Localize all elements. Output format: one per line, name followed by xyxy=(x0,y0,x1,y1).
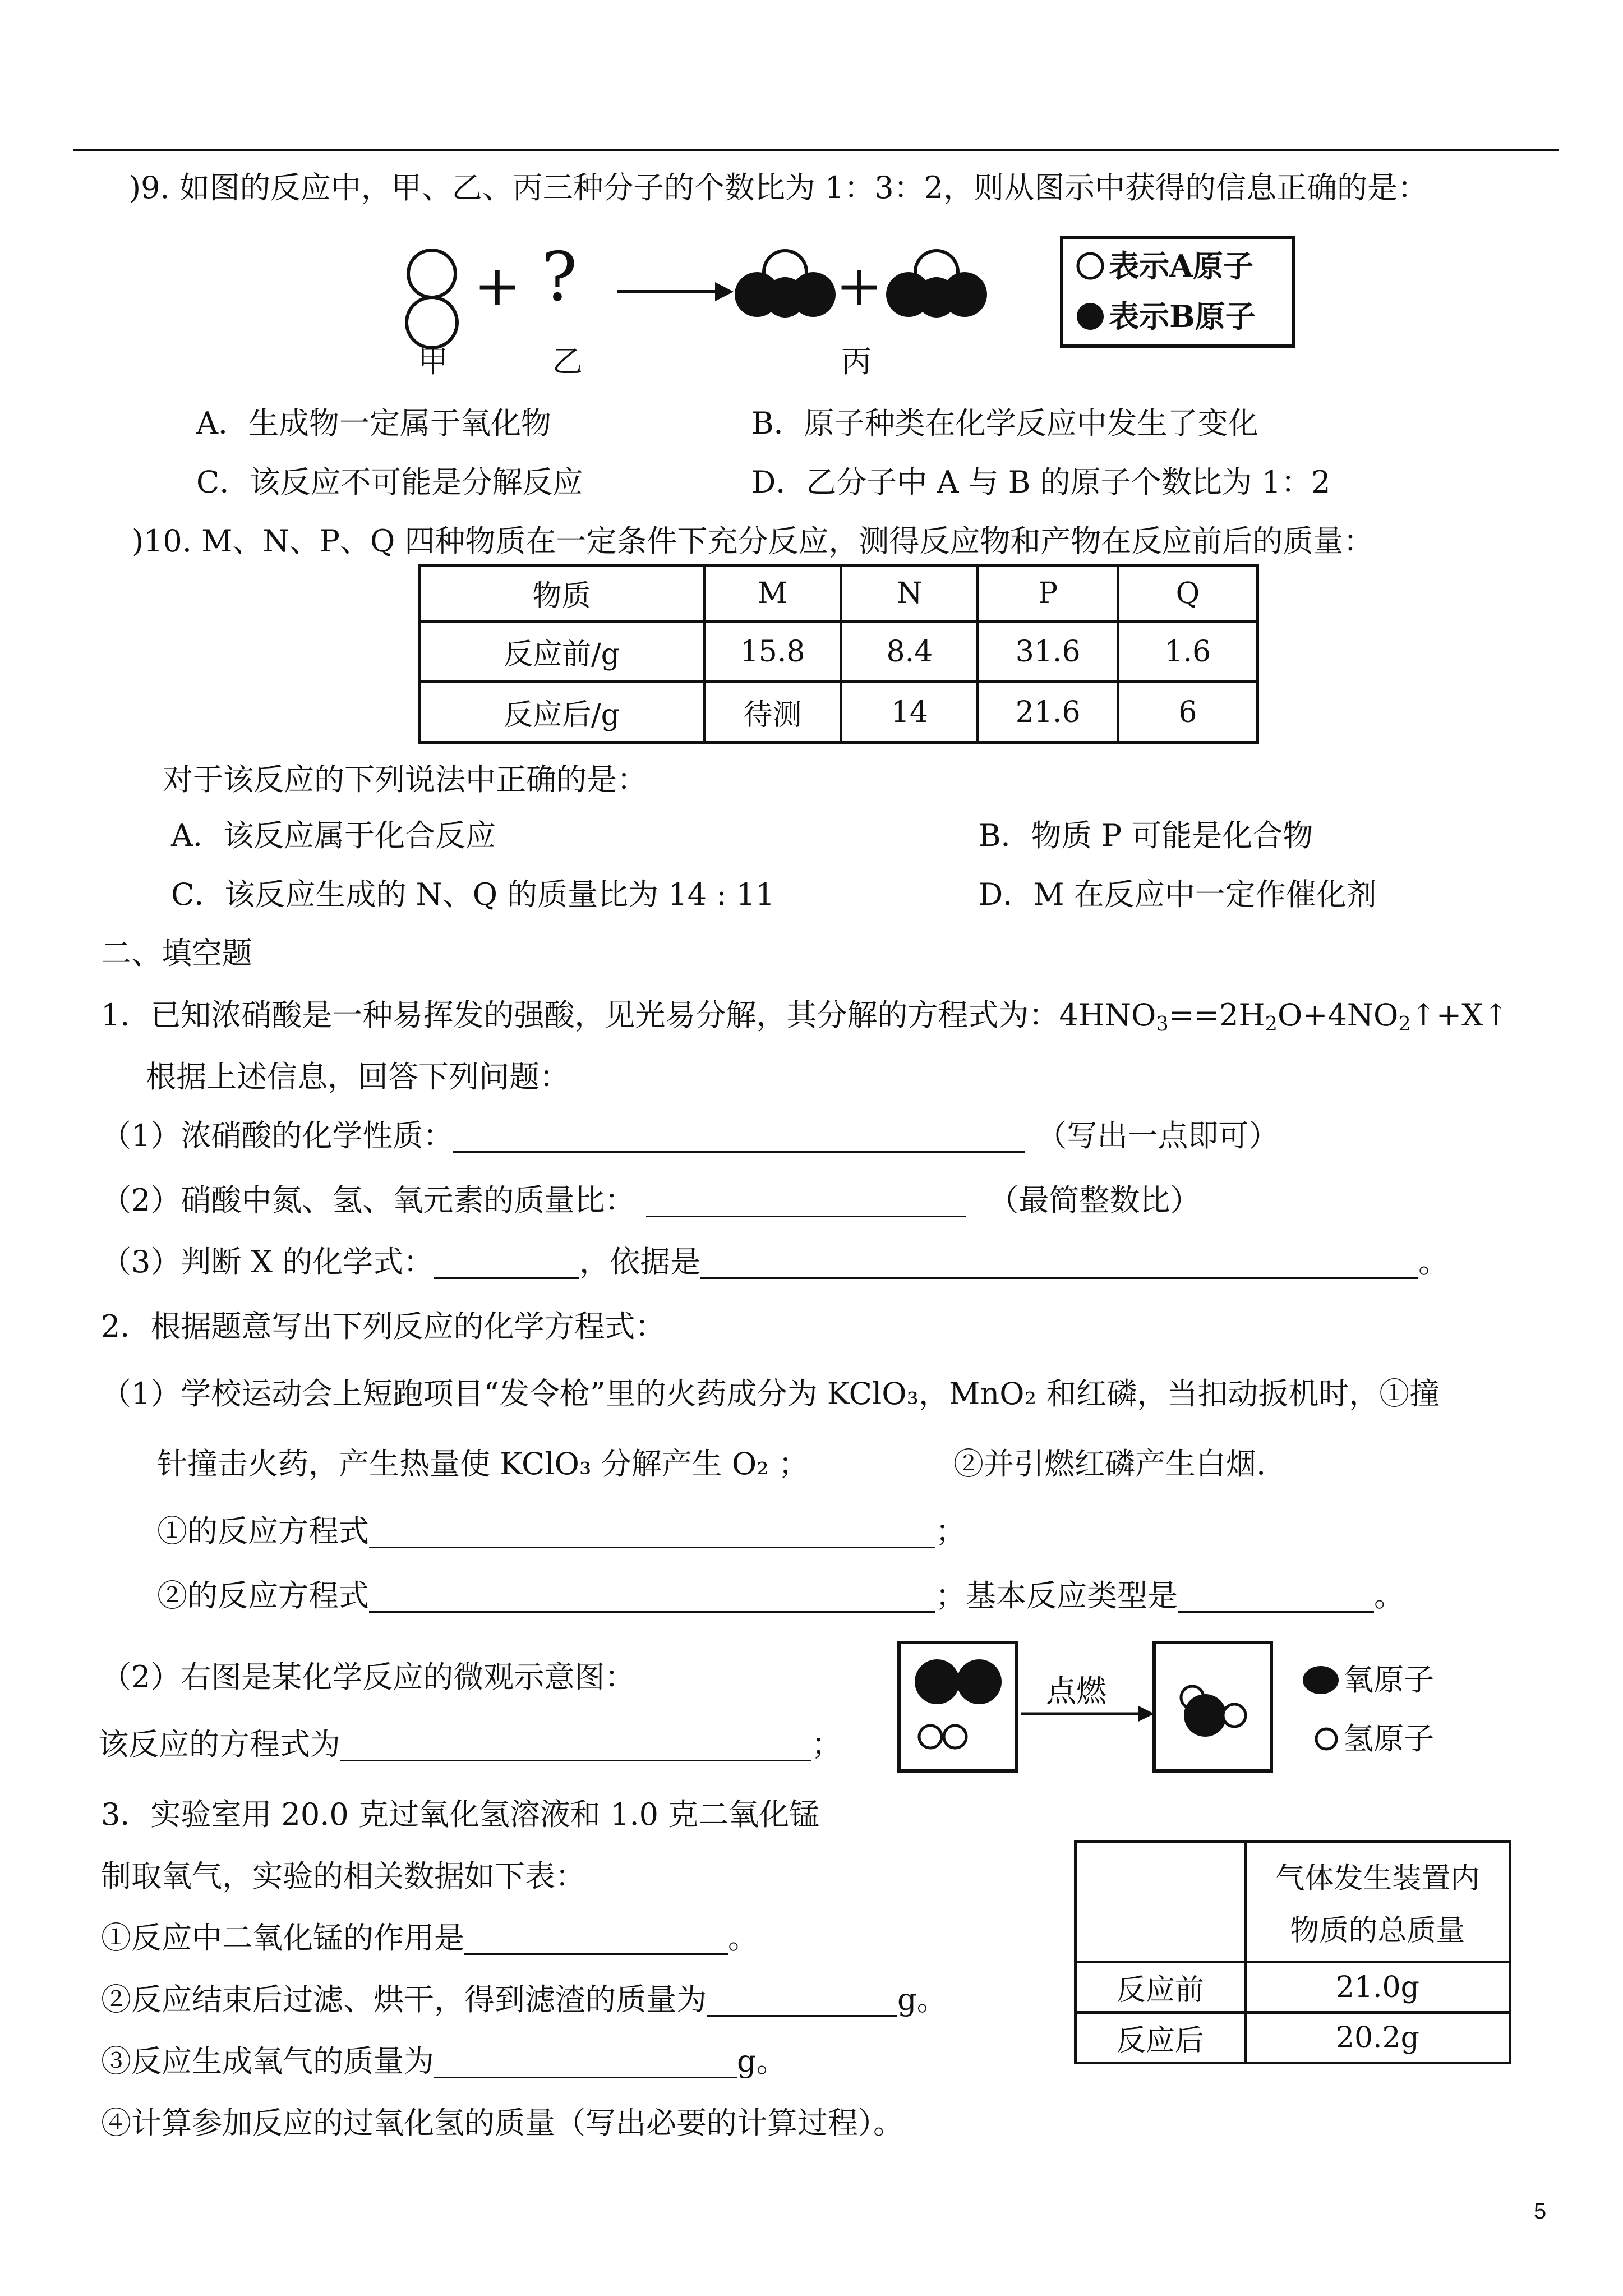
fq1-sub: 3 xyxy=(1156,1012,1169,1036)
fq1-part2-hint: （最简整数比） xyxy=(988,1182,1201,1218)
q9-legend-box xyxy=(1060,236,1295,348)
q10-table xyxy=(418,564,1259,744)
q9-plus-2: + xyxy=(836,253,883,319)
table-header-cell: Q xyxy=(1118,565,1257,622)
oxygen-molecule-icon xyxy=(912,1657,1007,1707)
legend-b-row xyxy=(1075,300,1256,333)
fq1-part3-label: （3）判断 X 的化学式： xyxy=(101,1244,434,1280)
fq3-q4: ④计算参加反应的过氧化氢的质量（写出必要的计算过程）。 xyxy=(101,2105,903,2141)
q9-option-b: B．原子种类在化学反应中发生了变化 xyxy=(751,406,1258,441)
q9-molecule-bing-2 xyxy=(883,247,990,320)
fq3-q1 xyxy=(101,1921,758,1955)
table-header-cell xyxy=(1245,1842,1510,1962)
q9-option-c: C．该反应不可能是分解反应 xyxy=(196,464,583,500)
table-cell: 反应后/g xyxy=(419,682,704,743)
q9-label-yi: 乙 xyxy=(552,344,583,379)
fq1-part3-end: 。 xyxy=(1418,1244,1449,1280)
fq1-text: O+4NO xyxy=(1277,997,1399,1033)
fq1-part1-label: （1）浓硝酸的化学性质： xyxy=(101,1118,454,1153)
fq1-text: ↑+X↑ xyxy=(1410,997,1509,1033)
oxygen-legend xyxy=(1301,1663,1434,1697)
fq3-q1-label: ①反应中二氧化锰的作用是 xyxy=(101,1920,464,1955)
answer-blank[interactable] xyxy=(369,1580,935,1613)
fq3-q2-label: ②反应结束后过滤、烘干，得到滤渣的质量为 xyxy=(101,1982,707,2017)
table-header-cell: N xyxy=(841,565,978,622)
table-row xyxy=(1076,1962,1510,2013)
table-cell: 反应前 xyxy=(1076,1962,1246,2013)
table-header-cell: P xyxy=(978,565,1118,622)
arrow-icon xyxy=(617,278,735,306)
fq1-sub: 2 xyxy=(1265,1012,1278,1036)
q9-option-a: A．生成物一定属于氧化物 xyxy=(196,406,551,441)
filled-circle-icon xyxy=(1075,301,1106,332)
table-cell: 反应前/g xyxy=(419,622,704,682)
reactant-box xyxy=(897,1641,1018,1773)
table-header-cell: M xyxy=(704,565,841,622)
fq2-eq1-label: ①的反应方程式 xyxy=(157,1513,369,1549)
table-cell: 反应后 xyxy=(1076,2013,1246,2063)
fq2-title: 2．根据题意写出下列反应的化学方程式： xyxy=(101,1309,666,1344)
q9-option-d: D．乙分子中 A 与 B 的原子个数比为 1：2 xyxy=(751,464,1331,500)
filled-circle-icon xyxy=(1301,1664,1340,1696)
fq1-part1-hint: （写出一点即可） xyxy=(1036,1118,1279,1153)
fq1-text: ==2H xyxy=(1168,997,1265,1033)
q10-option-b: B．物质 P 可能是化合物 xyxy=(979,818,1313,853)
answer-blank[interactable] xyxy=(453,1120,1025,1153)
answer-blank[interactable] xyxy=(340,1728,811,1761)
product-box xyxy=(1152,1641,1273,1773)
fq2-p1-line2b: ②并引燃红磷产生白烟. xyxy=(953,1446,1266,1481)
answer-blank[interactable] xyxy=(646,1184,966,1217)
fq2-eq1 xyxy=(157,1515,966,1548)
ignite-label: 点燃 xyxy=(1046,1673,1106,1709)
fq2-eq2 xyxy=(157,1579,1404,1613)
table-cell: 20.2g xyxy=(1245,2013,1510,2063)
answer-blank[interactable] xyxy=(707,1984,897,2017)
answer-blank[interactable] xyxy=(434,1246,579,1279)
answer-blank[interactable] xyxy=(434,2045,737,2078)
legend-a-row xyxy=(1075,249,1253,283)
fq3-line2: 制取氧气，实验的相关数据如下表： xyxy=(101,1858,585,1894)
header-line: 气体发生装置内 xyxy=(1275,1862,1480,1895)
table-cell: 待测 xyxy=(704,682,841,743)
fq3-line1: 3．实验室用 20.0 克过氧化氢溶液和 1.0 克二氧化锰 xyxy=(101,1797,820,1832)
fq2-p2-label: 该反应的方程式为 xyxy=(98,1727,340,1762)
top-rule xyxy=(73,149,1559,151)
fq2-p1-line2a: 针撞击火药，产生热量使 KClO₃ 分解产生 O₂ ； xyxy=(157,1446,809,1481)
fq1-text: 1．已知浓硝酸是一种易挥发的强酸，见光易分解，其分解的方程式为：4HNO xyxy=(101,997,1156,1033)
fq2-p1-line1: （1）学校运动会上短跑项目“发令枪”里的火药成分为 KClO₃，MnO₂ 和红磷，当扣动扳机时，①撞 xyxy=(101,1376,1440,1411)
fq3-q2-end: g。 xyxy=(897,1982,947,2017)
table-cell: 15.8 xyxy=(704,622,841,682)
fq2-p2-line1: （2）右图是某化学反应的微观示意图： xyxy=(101,1659,635,1695)
table-cell: 1.6 xyxy=(1118,622,1257,682)
q9-label-jia: 甲 xyxy=(418,344,448,379)
hollow-circle-icon xyxy=(1075,250,1106,282)
fq1-part2-label: （2）硝酸中氮、氢、氧元素的质量比： xyxy=(101,1182,635,1218)
table-cell: 21.0g xyxy=(1245,1962,1510,2013)
fq1-part2 xyxy=(101,1184,1200,1217)
q10-stem: )10. M、N、P、Q 四种物质在一定条件下充分反应，测得反应物和产物在反应前后的质量： xyxy=(132,523,1374,559)
q9-molecule-jia xyxy=(398,247,465,353)
q9-question-mark: ? xyxy=(541,238,578,316)
q9-stem: )9. 如图的反应中，甲、乙、丙三种分子的个数比为 1：3：2，则从图示中获得的信息正确的是： xyxy=(129,170,1428,205)
fq3-q2 xyxy=(101,1983,947,2017)
hydrogen-legend-label: 氢原子 xyxy=(1343,1721,1435,1756)
table-header-cell xyxy=(1076,1842,1246,1962)
fq1-part3 xyxy=(101,1245,1449,1279)
header-line: 物质的总质量 xyxy=(1290,1914,1465,1948)
section-title: 二、填空题 xyxy=(101,936,252,971)
answer-blank[interactable] xyxy=(700,1246,1418,1279)
q10-option-c: C．该反应生成的 N、Q 的质量比为 14 : 11 xyxy=(171,877,775,912)
fq1-line1 xyxy=(101,999,1509,1041)
fq2-eq2-label: ②的反应方程式 xyxy=(157,1578,369,1613)
fq2-eq2-end: 。 xyxy=(1374,1578,1404,1613)
fq2-p2-end: ； xyxy=(811,1727,842,1762)
page-number: 5 xyxy=(1534,2199,1547,2224)
q10-prompt: 对于该反应的下列说法中正确的是： xyxy=(163,762,647,797)
hydrogen-molecule-icon xyxy=(915,1720,982,1754)
q9-plus-1: + xyxy=(474,253,521,319)
fq1-line2: 根据上述信息，回答下列问题： xyxy=(146,1059,570,1094)
fq2-eq1-end: ； xyxy=(935,1513,966,1549)
fq3-q3-end: g。 xyxy=(737,2044,787,2079)
fq1-sub: 2 xyxy=(1398,1012,1411,1036)
answer-blank[interactable] xyxy=(464,1922,728,1955)
table-header-cell: 物质 xyxy=(419,565,704,622)
q10-option-d: D．M 在反应中一定作催化剂 xyxy=(979,877,1377,912)
table-row xyxy=(1076,2013,1510,2063)
fq3-q3 xyxy=(101,2045,787,2078)
table-header-row xyxy=(419,565,1258,622)
table-cell: 8.4 xyxy=(841,622,978,682)
table-cell: 31.6 xyxy=(978,622,1118,682)
fq3-q1-end: 。 xyxy=(728,1920,758,1955)
q10-option-a: A．该反应属于化合反应 xyxy=(171,818,496,853)
table-row xyxy=(419,622,1258,682)
table-row xyxy=(419,682,1258,743)
fq3-table xyxy=(1074,1840,1511,2064)
hydrogen-legend xyxy=(1312,1722,1434,1756)
q9-label-bing: 丙 xyxy=(841,344,872,379)
fq3-q3-label: ③反应生成氧气的质量为 xyxy=(101,2044,434,2079)
fq1-part1 xyxy=(101,1119,1279,1153)
answer-blank[interactable] xyxy=(369,1515,935,1548)
table-header-row xyxy=(1076,1842,1510,1962)
q9-molecule-bing-1 xyxy=(732,247,838,320)
fq2-p2-line2 xyxy=(98,1728,842,1761)
table-cell: 14 xyxy=(841,682,978,743)
legend-b-label: 表示B原子 xyxy=(1109,298,1256,334)
legend-a-label: 表示A原子 xyxy=(1109,248,1253,284)
answer-blank[interactable] xyxy=(1178,1580,1374,1613)
arrow-icon xyxy=(1021,1703,1155,1725)
hollow-circle-icon xyxy=(1312,1723,1340,1755)
fq2-eq2-mid: ；基本反应类型是 xyxy=(935,1578,1178,1613)
fq1-part3-mid: ，依据是 xyxy=(579,1244,701,1280)
table-cell: 21.6 xyxy=(978,682,1118,743)
oxygen-legend-label: 氧原子 xyxy=(1343,1662,1435,1697)
table-cell: 6 xyxy=(1118,682,1257,743)
water-molecule-icon xyxy=(1173,1681,1257,1742)
